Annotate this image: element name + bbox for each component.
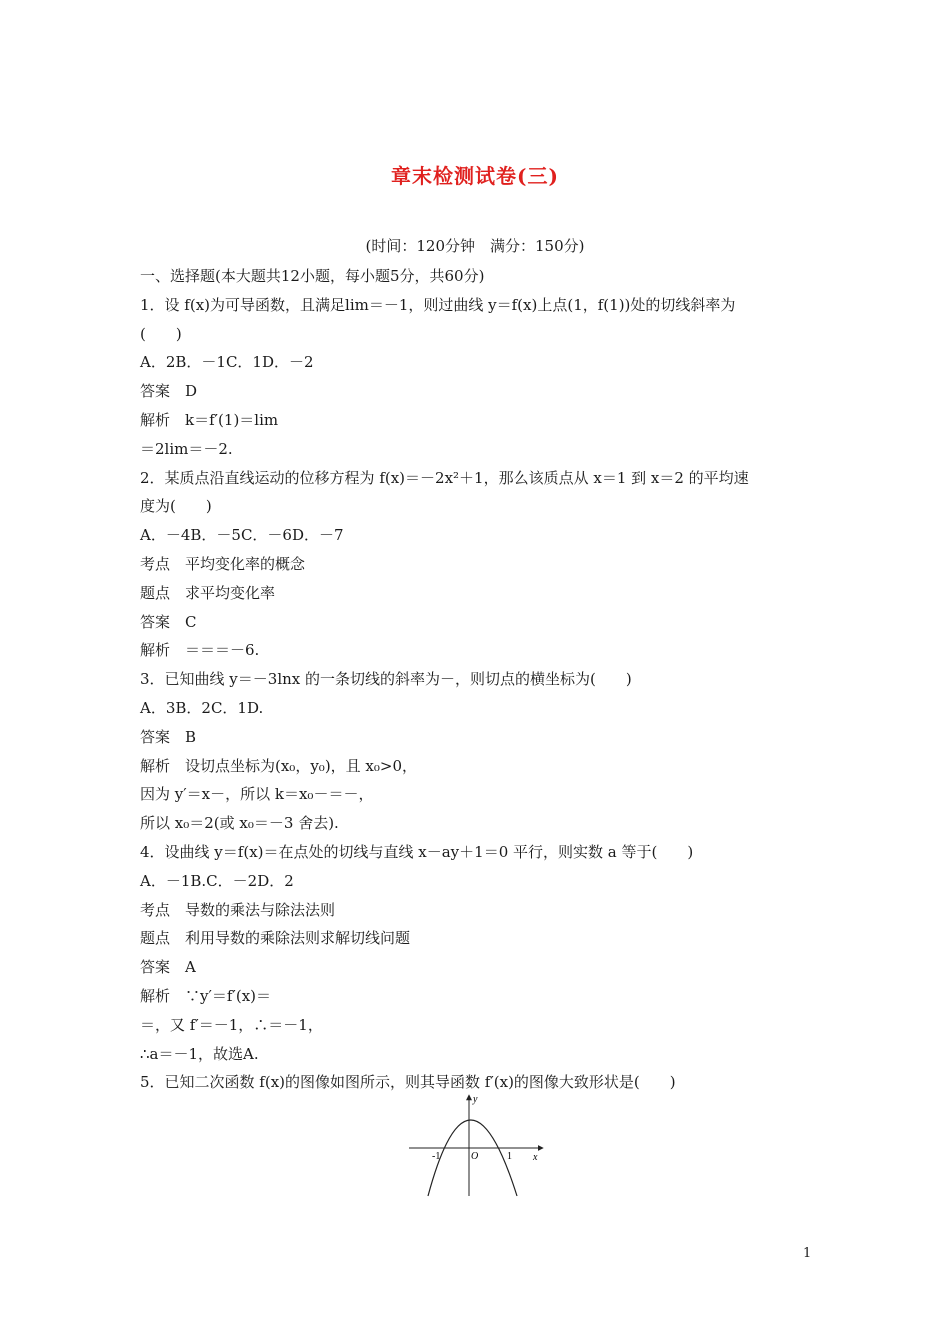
question-2-analysis: 解析 ＝＝＝－6.	[140, 641, 260, 660]
question-5: 5．已知二次函数 f(x)的图像如图所示，则其导函数 f′(x)的图像大致形状是( )	[140, 1073, 676, 1092]
section-heading: 一、选择题(本大题共12小题，每小题5分，共60分)	[140, 267, 485, 285]
question-3: 3．已知曲线 y＝－3lnx 的一条切线的斜率为－，则切点的横坐标为( )	[140, 670, 632, 689]
origin-label: O	[471, 1151, 479, 1162]
question-4-analysis-3: ∴a＝－1，故选A.	[140, 1044, 259, 1063]
parabola-figure	[405, 1092, 550, 1197]
question-2-answer: 答案 C	[140, 612, 197, 631]
exam-content	[140, 262, 820, 1097]
question-2-topic: 考点 平均变化率的概念	[140, 554, 306, 573]
question-4-point: 题点 利用导数的乘除法则求解切线问题	[140, 929, 411, 948]
tick-pos-one: 1	[507, 1151, 512, 1162]
question-1-options: A．2B．－1C．1D．－2	[140, 353, 314, 372]
question-3-answer: 答案 B	[140, 727, 197, 746]
doc-title: 章末检测试卷(三)	[391, 164, 559, 188]
question-1-cont: ( )	[140, 324, 182, 343]
question-1-analysis-cont: ＝2lim＝－2.	[140, 439, 233, 458]
question-4-answer: 答案 A	[140, 958, 196, 977]
question-4-analysis: 解析 ∵y′＝f′(x)＝	[140, 986, 272, 1005]
question-1: 1．设 f(x)为可导函数，且满足lim＝－1，则过曲线 y＝f(x)上点(1，f(1))处的切线斜率为	[140, 295, 736, 314]
question-2-cont: 度为( )	[140, 497, 212, 516]
question-3-options: A．3B．2C．1D.	[140, 698, 264, 717]
question-4: 4．设曲线 y＝f(x)＝在点处的切线与直线 x－ay＋1＝0 平行，则实数 a 等于( )	[140, 842, 694, 861]
question-3-analysis-2: 因为 y′＝x－，所以 k＝x₀－＝－，	[140, 785, 374, 804]
question-2-point: 题点 求平均变化率	[140, 583, 276, 602]
question-2: 2．某质点沿直线运动的位移方程为 f(x)＝－2x²＋1，那么该质点从 x＝1 到 x＝2 的平均速	[140, 468, 749, 487]
question-3-analysis: 解析 设切点坐标为(x₀，y₀)，且 x₀>0，	[140, 756, 418, 775]
page-number: 1	[803, 1246, 812, 1261]
question-3-analysis-3: 所以 x₀＝2(或 x₀＝－3 舍去).	[140, 814, 339, 833]
x-axis-label: x	[533, 1152, 538, 1163]
y-axis-label: y	[473, 1094, 478, 1105]
question-4-analysis-2: ＝，又 f′＝－1，∴＝－1，	[140, 1015, 323, 1034]
question-4-options: A．－1B.C．－2D．2	[140, 871, 294, 890]
tick-neg-one: -1	[432, 1151, 441, 1162]
question-2-options: A．－4B．－5C．－6D．－7	[140, 526, 344, 545]
question-4-topic: 考点 导数的乘法与除法法则	[140, 900, 336, 919]
question-1-answer: 答案 D	[140, 382, 198, 401]
exam-meta: (时间：120分钟 满分：150分)	[365, 237, 585, 255]
question-1-analysis: 解析 k＝f′(1)＝lim	[140, 410, 279, 429]
